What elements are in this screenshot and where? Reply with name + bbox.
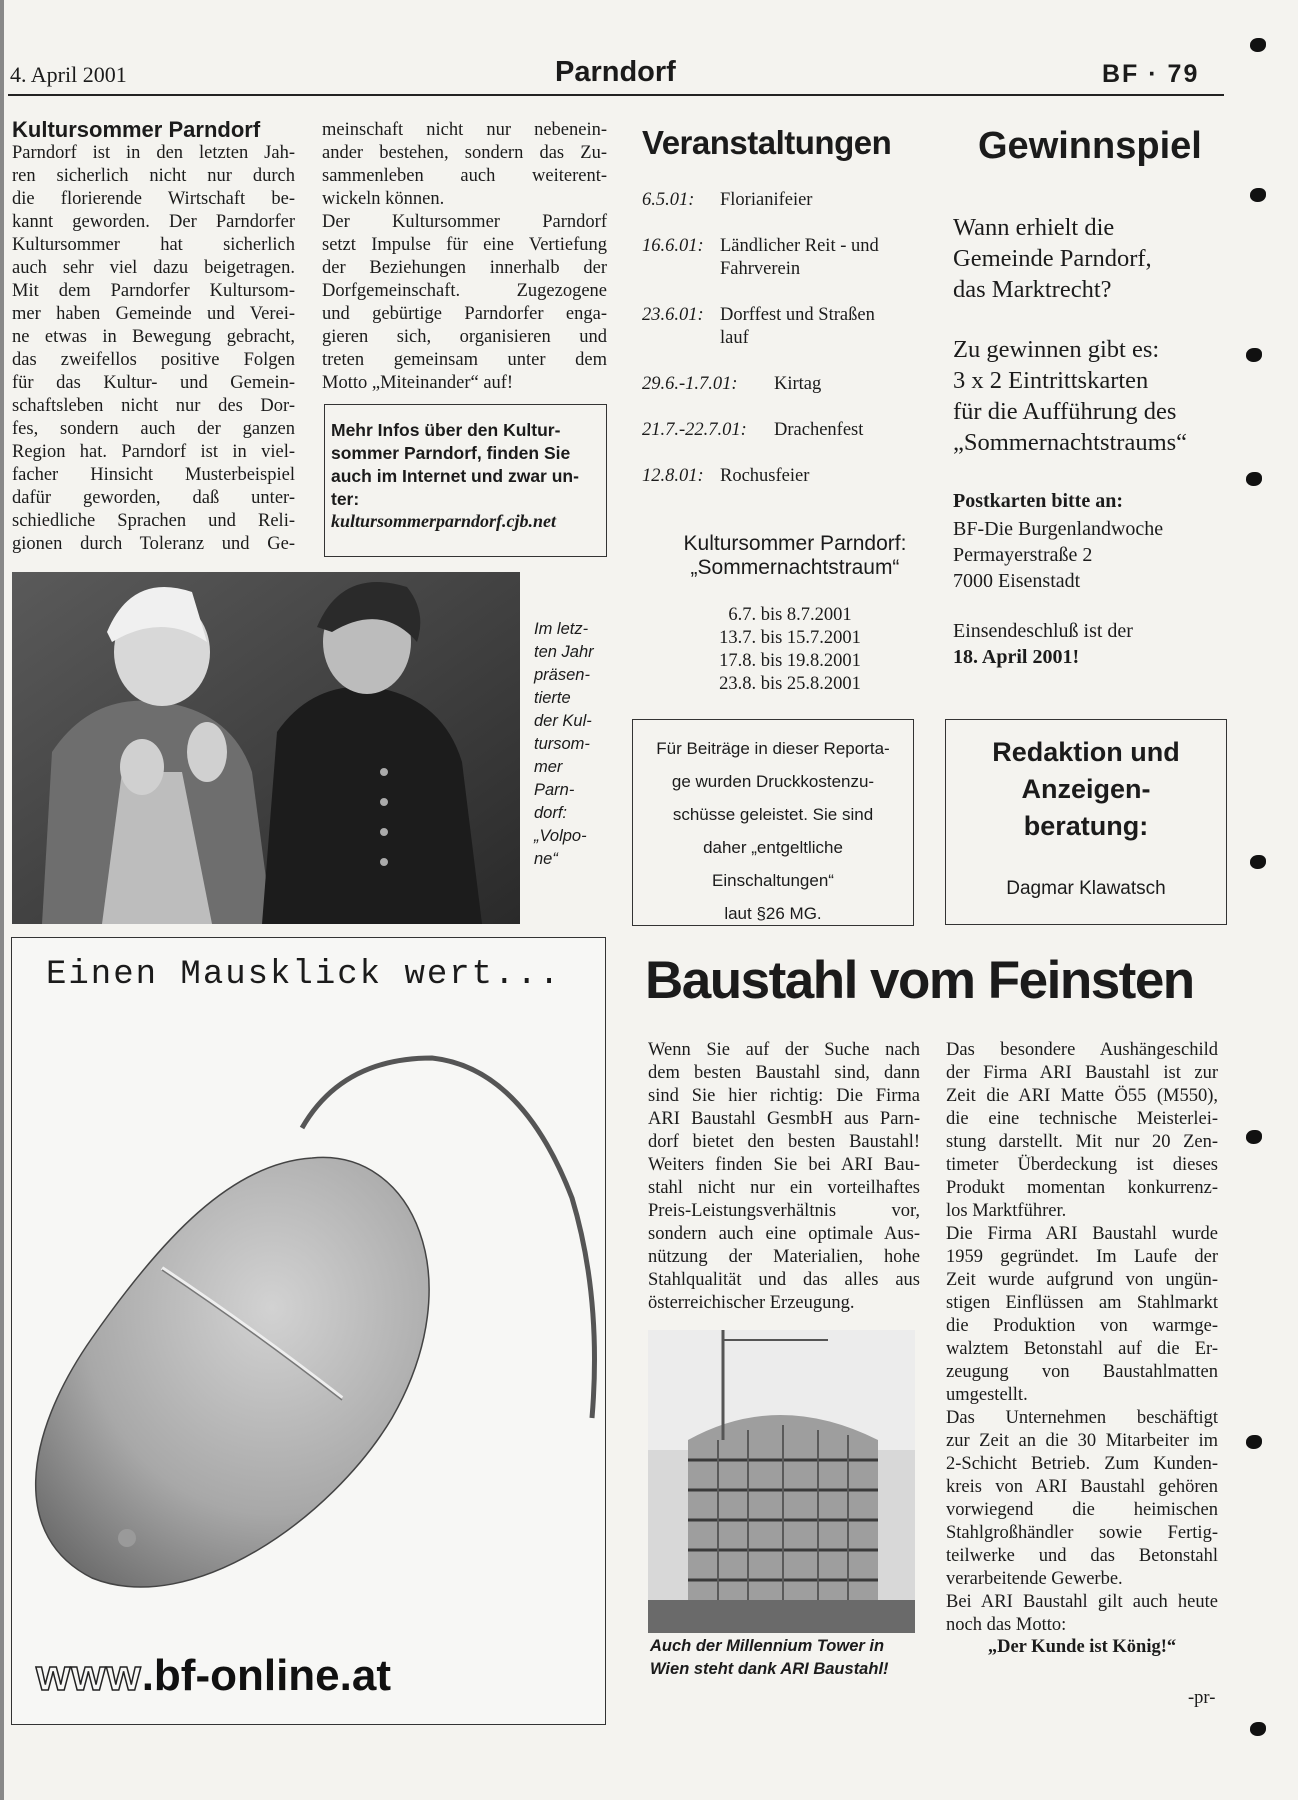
article-line: umgestellt. [946, 1385, 1028, 1405]
article-line: die eine technische Meisterlei- [946, 1109, 1218, 1129]
page-edge [0, 0, 4, 1800]
article-line: schiedliche Sprachen und Reli- [12, 511, 295, 531]
baustahl-heading: Baustahl vom Feinsten [645, 951, 1194, 1010]
event-title-line: Drachenfest [774, 420, 864, 440]
address-line: 7000 Eisenstadt [953, 570, 1081, 592]
article-line: vorwiegend die heimischen [946, 1500, 1218, 1520]
caption-line: mer [534, 758, 563, 776]
article-line: teilwerke und das Betonstahl [946, 1546, 1218, 1566]
article-line: die Produktion von warmge- [946, 1316, 1218, 1336]
article-line: Zeit die ARI Matte Ö55 (M550), [946, 1086, 1218, 1106]
punch-mark [1246, 1130, 1262, 1144]
article-line: timeter Überdeckung ist dieses [946, 1155, 1218, 1175]
article-line: zeugung von Baustahlmatten [946, 1362, 1218, 1382]
page-number: BF · 79 [1102, 60, 1200, 88]
article-line: schaftsleben nicht nur des Dor- [12, 396, 295, 416]
caption-line: Wien steht dank ARI Baustahl! [650, 1660, 889, 1678]
article-line: Preis-Leistungsverhältnis vor, [648, 1201, 920, 1221]
editorial-heading [946, 734, 1226, 845]
article-line: Bei ARI Baustahl gilt auch heute [946, 1592, 1218, 1612]
article-line: mer haben Gemeinde und Verei- [12, 304, 295, 324]
event-item [642, 189, 942, 212]
ad-url-prefix: www [36, 1651, 142, 1700]
article-line: Das Unternehmen beschäftigt [946, 1408, 1218, 1428]
editorial-box [945, 719, 1227, 925]
notice-box-text [633, 732, 913, 930]
article-line: 2-Schicht Betrieb. Zum Kunden- [946, 1454, 1218, 1474]
theatre-photo [12, 572, 520, 924]
article-line: los Marktführer. [946, 1201, 1067, 1221]
event-title [720, 304, 875, 350]
author-signature: -pr- [1188, 1688, 1216, 1708]
company-motto: „Der Kunde ist König!“ [987, 1637, 1177, 1657]
caption-line: Parn- [534, 781, 575, 799]
event-date: 23.6.01: [642, 305, 704, 325]
article-line: Stahlqualität und das alles aus [648, 1270, 920, 1290]
contest-question [953, 212, 1243, 305]
article-line: stigen Einflüssen am Stahlmarkt [946, 1293, 1218, 1313]
punch-mark [1250, 855, 1266, 869]
section-title: Parndorf [555, 56, 676, 88]
contest-prize [953, 334, 1253, 458]
caption-line: tursom- [534, 735, 590, 753]
article-line: walztem Betonstahl auf die Er- [946, 1339, 1218, 1359]
punch-mark [1250, 1722, 1266, 1736]
notice-line: daher „entgeltliche [703, 838, 843, 857]
postcard-label: Postkarten bitte an: [953, 490, 1123, 512]
article-line: Region hat. Parndorf ist in viel- [12, 442, 295, 462]
baustahl-column-1 [648, 1039, 920, 1315]
sommernachtstraum-title [645, 532, 945, 580]
performance-date: 23.8. bis 25.8.2001 [719, 674, 861, 694]
punch-mark [1246, 472, 1262, 486]
notice-line: ge wurden Druckkostenzu- [671, 772, 875, 791]
caption-line: der Kul- [534, 712, 592, 730]
article-line: kannt geworden. Der Parndorfer [12, 212, 295, 232]
article-line: zur Zeit an die 30 Mitarbeiter im [946, 1431, 1218, 1451]
article-line: und gebürtige Parndorfer enga- [322, 304, 607, 324]
kultursommer-column-1 [12, 142, 295, 556]
article-line: Zeit wurde aufgrund von ungün- [946, 1270, 1218, 1290]
info-url-link[interactable]: kultursommerparndorf.cjb.net [331, 511, 557, 531]
article-line: Wenn Sie auf der Suche nach [648, 1040, 920, 1060]
postal-address [953, 516, 1233, 594]
article-line: Das besondere Aushängeschild [946, 1040, 1218, 1060]
article-line: Der Kultursommer Parndorf [322, 212, 607, 232]
article-line: dorf bietet den besten Baustahl! [648, 1132, 920, 1152]
article-line: treten gemeinsam unter dem [322, 350, 607, 370]
article-line: Kultursommer hat sicherlich [12, 235, 295, 255]
caption-line: tierte [534, 689, 571, 707]
article-line: setzt Impulse für eine Vertiefung [322, 235, 607, 255]
event-title [774, 419, 863, 442]
prize-line: 3 x 2 Eintrittskarten [953, 367, 1149, 394]
building-illustration [648, 1330, 915, 1633]
question-line: Gemeinde Parndorf, [953, 245, 1152, 272]
event-date: 16.6.01: [642, 236, 704, 256]
sommernachtstraum-title-line-1: Kultursommer Parndorf: [683, 532, 907, 555]
tower-photo-caption [650, 1635, 922, 1681]
caption-line: „Volpo- [534, 827, 587, 845]
article-line: noch das Motto: [946, 1615, 1067, 1635]
question-line: das Marktrecht? [953, 276, 1112, 303]
contest-heading: Gewinnspiel [978, 125, 1202, 167]
article-line: meinschaft nicht nur nebenein- [322, 120, 607, 140]
event-title-line: Fahrverein [720, 259, 801, 279]
address-line: BF-Die Burgenlandwoche [953, 518, 1164, 540]
notice-line: Für Beiträge in dieser Reporta- [656, 739, 890, 758]
article-line: stahl nicht nur ein vorteilhaftes [648, 1178, 920, 1198]
theatre-photo-caption [534, 618, 609, 871]
caption-line: präsen- [534, 666, 590, 684]
punch-mark [1246, 1435, 1262, 1449]
event-title [720, 235, 879, 281]
editorial-heading-line: beratung: [1023, 811, 1149, 841]
event-title [774, 373, 821, 396]
notice-line: laut §26 MG. [724, 904, 822, 923]
article-line: ARI Baustahl GesmbH aus Parn- [648, 1109, 920, 1129]
event-title [720, 189, 812, 212]
article-line: gieren sich, organisieren und [322, 327, 607, 347]
event-title-line: Dorffest und Straßen [720, 305, 875, 325]
deadline-date: 18. April 2001! [953, 646, 1080, 668]
article-line: dem besten Baustahl sind, dann [648, 1063, 920, 1083]
mouse-icon [12, 998, 604, 1638]
article-line: Parndorf ist in den letzten Jah- [12, 143, 295, 163]
bf-online-ad [11, 937, 606, 1725]
ad-tagline: Einen Mausklick wert... [46, 956, 562, 994]
editor-name: Dagmar Klawatsch [1006, 878, 1166, 899]
article-line: Die Firma ARI Baustahl wurde [946, 1224, 1218, 1244]
article-line: ander bestehen, sondern das Zu- [322, 143, 607, 163]
article-line: facher Hinsicht Musterbeispiel [12, 465, 295, 485]
article-line: die florierende Wirtschaft be- [12, 189, 295, 209]
performance-date: 6.7. bis 8.7.2001 [728, 605, 852, 625]
article-line: gionen durch Toleranz und Ge- [12, 534, 295, 554]
events-heading: Veranstaltungen [642, 124, 892, 161]
notice-line: Einschaltungen“ [712, 871, 834, 890]
event-title [720, 465, 809, 488]
event-title-line: Kirtag [774, 374, 822, 394]
caption-line: Auch der Millennium Tower in [650, 1637, 885, 1655]
prize-line: Zu gewinnen gibt es: [953, 336, 1160, 363]
caption-line: dorf: [534, 804, 568, 822]
event-title-line: lauf [720, 328, 749, 348]
sommernachtstraum-title-line-2: „Sommernachtstraum“ [690, 556, 900, 579]
article-line: dafür geworden, daß unter- [12, 488, 295, 508]
editorial-heading-line: Redaktion und [992, 737, 1180, 767]
article-line: ne etwas in Bewegung gebracht, [12, 327, 295, 347]
article-line: Produkt momentan konkurrenz- [946, 1178, 1218, 1198]
article-line: Dorfgemeinschaft. Zugezogene [322, 281, 607, 301]
info-line: sommer Parndorf, finden Sie [331, 443, 571, 463]
article-line: Mit dem Parndorfer Kultursom- [12, 281, 295, 301]
event-date: 21.7.-22.7.01: [642, 420, 747, 440]
event-title-line: Florianifeier [720, 190, 813, 210]
question-line: Wann erhielt die [953, 214, 1115, 241]
event-item [642, 419, 942, 442]
caption-line: ten Jahr [534, 643, 594, 661]
info-box [324, 404, 607, 557]
issue-date: 4. April 2001 [10, 62, 127, 87]
info-line: ter: [331, 489, 360, 509]
event-title-line: Rochusfeier [720, 466, 810, 486]
editorial-heading-line: Anzeigen- [1021, 774, 1151, 804]
event-item [642, 373, 942, 396]
article-line: für das Kultur- und Gemein- [12, 373, 295, 393]
article-line: sondern auch eine optimale Aus- [648, 1224, 920, 1244]
article-line: stung darstellt. Mit nur 20 Zen- [946, 1132, 1218, 1152]
info-box-text [331, 419, 599, 511]
event-date: 29.6.-1.7.01: [642, 374, 738, 394]
article-line: österreichischer Erzeugung. [648, 1293, 855, 1313]
events-list [642, 189, 942, 489]
punch-mark [1250, 188, 1266, 202]
deadline-text: Einsendeschluß ist der [953, 620, 1133, 642]
prize-line: „Sommernachtstraums“ [953, 429, 1188, 456]
kultursommer-column-2 [322, 119, 607, 395]
article-line: kreis von ARI Baustahl gehören [946, 1477, 1218, 1497]
event-item [642, 465, 942, 488]
event-item [642, 304, 942, 348]
article-line: sind Sie hier richtig: Die Firma [648, 1086, 920, 1106]
article-line: das zweifellos positive Folgen [12, 350, 295, 370]
address-line: Permayerstraße 2 [953, 544, 1093, 566]
notice-line: schüsse geleistet. Sie sind [672, 805, 874, 824]
event-date: 6.5.01: [642, 190, 695, 210]
event-item [642, 235, 942, 279]
article-line: sammenleben auch weiterent- [322, 166, 607, 186]
article-line: fes, sondern auch der ganzen [12, 419, 295, 439]
baustahl-column-2 [946, 1039, 1218, 1637]
caption-line: ne“ [534, 850, 558, 868]
ad-url-domain: .bf-online.at [141, 1651, 391, 1700]
article-line: wickeln können. [322, 189, 445, 209]
article-line: nützung der Materialien, hohe [648, 1247, 920, 1267]
info-line: Mehr Infos über den Kultur- [331, 420, 561, 440]
article-line: der Beziehungen innerhalb der [322, 258, 607, 278]
millennium-tower-photo [648, 1330, 915, 1633]
article-line: Stahlgroßhändler sowie Fertig- [946, 1523, 1218, 1543]
article-line: Motto „Miteinander“ auf! [322, 373, 514, 393]
performance-dates [690, 604, 890, 696]
performance-date: 13.7. bis 15.7.2001 [719, 628, 861, 648]
kultursommer-heading: Kultursommer Parndorf [12, 117, 261, 142]
info-line: auch im Internet und zwar un- [331, 466, 579, 486]
article-line: Weiters finden Sie bei ARI Bau- [648, 1155, 920, 1175]
event-date: 12.8.01: [642, 466, 704, 486]
article-line: der Firma ARI Baustahl ist zur [946, 1063, 1218, 1083]
article-line: 1959 gegründet. Im Laufe der [946, 1247, 1218, 1267]
ad-url[interactable] [36, 1651, 391, 1701]
performance-date: 17.8. bis 19.8.2001 [719, 651, 861, 671]
theatre-photo-illustration [12, 572, 520, 924]
punch-mark [1246, 348, 1262, 362]
prize-line: für die Aufführung des [953, 398, 1177, 425]
article-line: verarbeitende Gewerbe. [946, 1569, 1123, 1589]
punch-mark [1250, 38, 1266, 52]
caption-line: Im letz- [534, 620, 589, 638]
article-line: ren sicherlich nicht nur durch [12, 166, 295, 186]
header-rule [8, 94, 1224, 96]
notice-box [632, 719, 914, 926]
article-line: auch sehr viel dazu beigetragen. [12, 258, 295, 278]
event-title-line: Ländlicher Reit - und [720, 236, 879, 256]
